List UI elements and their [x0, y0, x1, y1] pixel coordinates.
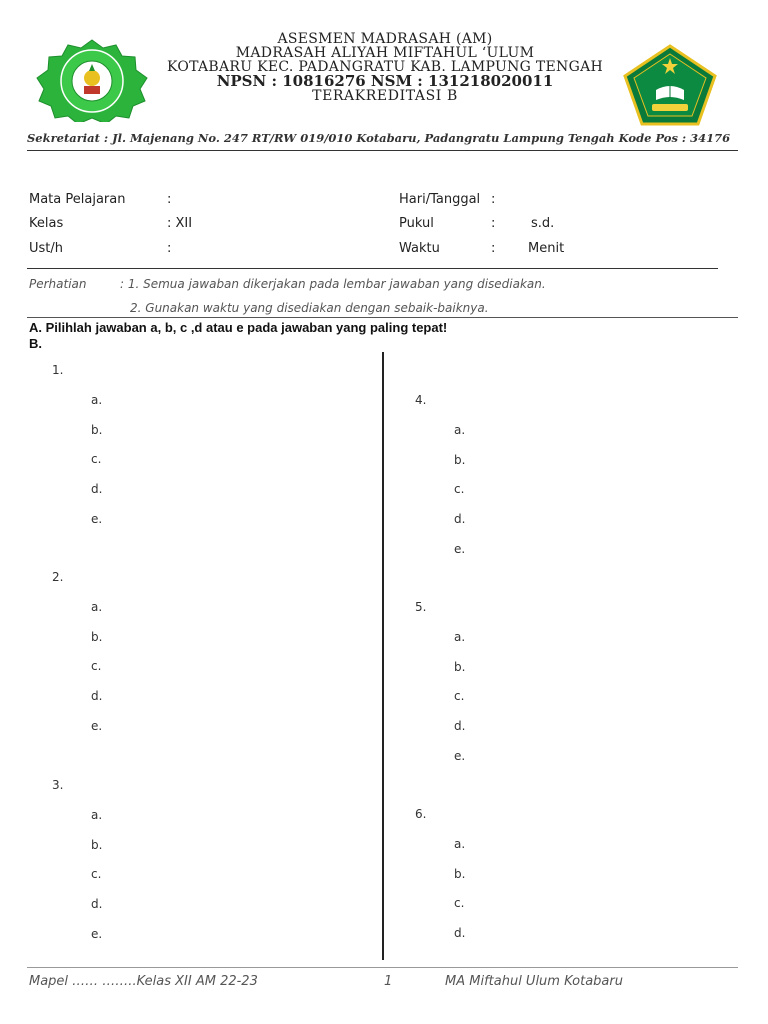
header-npsn: NPSN : 10816276 NSM : 131218020011 — [216, 72, 554, 90]
hari-sep: : — [491, 192, 496, 207]
answer-option: a. — [454, 630, 466, 644]
header-accreditation: TERAKREDITASI B — [312, 88, 458, 104]
kemenag-logo — [622, 44, 718, 126]
notice-item-2: 2. Gunakan waktu yang disediakan dengan sebaik-baiknya. — [130, 301, 489, 315]
instruction-a: A. Pilihlah jawaban a, b, c ,d atau e pada jawaban yang paling tepat! — [29, 320, 448, 335]
answer-option: e. — [454, 542, 466, 556]
question-number: 1. — [52, 363, 64, 377]
column-divider — [382, 352, 384, 960]
answer-option: e. — [91, 719, 103, 733]
pukul-value: s.d. — [531, 216, 555, 231]
answer-option: e. — [454, 749, 466, 763]
answer-option: b. — [91, 630, 103, 644]
question-number: 6. — [415, 807, 427, 821]
answer-option: b. — [454, 453, 466, 467]
header-divider — [27, 150, 738, 151]
question-number: 3. — [52, 778, 64, 792]
answer-option: c. — [454, 689, 465, 703]
answer-option: e. — [91, 927, 103, 941]
kelas-value: : XII — [167, 216, 193, 231]
notice-item-1: : 1. Semua jawaban dikerjakan pada lembar jawaban yang disediakan. — [120, 277, 546, 291]
header-school-name: MADRASAH ALIYAH MIFTAHUL ‘ULUM — [235, 45, 535, 61]
answer-option: d. — [91, 897, 103, 911]
waktu-value: Menit — [528, 241, 565, 256]
notice-label: Perhatian — [29, 277, 87, 291]
answer-option: a. — [91, 600, 103, 614]
footer-left: Mapel …… ……..Kelas XII AM 22-23 — [29, 974, 258, 989]
footer-divider — [27, 967, 738, 968]
answer-option: c. — [454, 896, 465, 910]
footer-page-number: 1 — [384, 974, 393, 989]
hari-label: Hari/Tanggal — [399, 192, 481, 207]
answer-option: b. — [454, 867, 466, 881]
mapel-label: Mata Pelajaran — [29, 192, 126, 207]
answer-option: e. — [91, 512, 103, 526]
answer-option: a. — [91, 393, 103, 407]
madrasah-logo — [29, 38, 155, 122]
usth-label: Ust/h — [29, 241, 64, 256]
answer-option: d. — [91, 482, 103, 496]
answer-option: c. — [91, 452, 102, 466]
header-location: KOTABARU KEC. PADANGRATU KAB. LAMPUNG TENGAH — [166, 59, 603, 75]
answer-option: b. — [91, 423, 103, 437]
info-divider — [27, 268, 718, 269]
answer-option: a. — [454, 423, 466, 437]
header-title: ASESMEN MADRASAH (AM) — [277, 31, 493, 47]
answer-option: a. — [91, 808, 103, 822]
pukul-label: Pukul — [399, 216, 434, 231]
pukul-sep: : — [491, 216, 496, 231]
answer-option: b. — [454, 660, 466, 674]
answer-option: d. — [91, 689, 103, 703]
answer-option: c. — [91, 659, 102, 673]
usth-sep: : — [167, 241, 172, 256]
answer-option: c. — [91, 867, 102, 881]
address-line: Sekretariat : Jl. Majenang No. 247 RT/RW 019/010 Kotabaru, Padangratu Lampung Tengah Kode Pos : 34176 — [27, 131, 731, 145]
waktu-sep: : — [491, 241, 496, 256]
answer-option: d. — [454, 512, 466, 526]
notice-divider — [27, 317, 738, 318]
kelas-label: Kelas — [29, 216, 64, 231]
question-number: 2. — [52, 570, 64, 584]
question-number: 4. — [415, 393, 427, 407]
mapel-sep: : — [167, 192, 172, 207]
answer-option: b. — [91, 838, 103, 852]
question-number: 5. — [415, 600, 427, 614]
answer-option: d. — [454, 926, 466, 940]
answer-option: d. — [454, 719, 466, 733]
answer-option: c. — [454, 482, 465, 496]
answer-option: a. — [454, 837, 466, 851]
footer-right: MA Miftahul Ulum Kotabaru — [445, 974, 623, 989]
waktu-label: Waktu — [399, 241, 440, 256]
instruction-b: B. — [29, 336, 42, 351]
